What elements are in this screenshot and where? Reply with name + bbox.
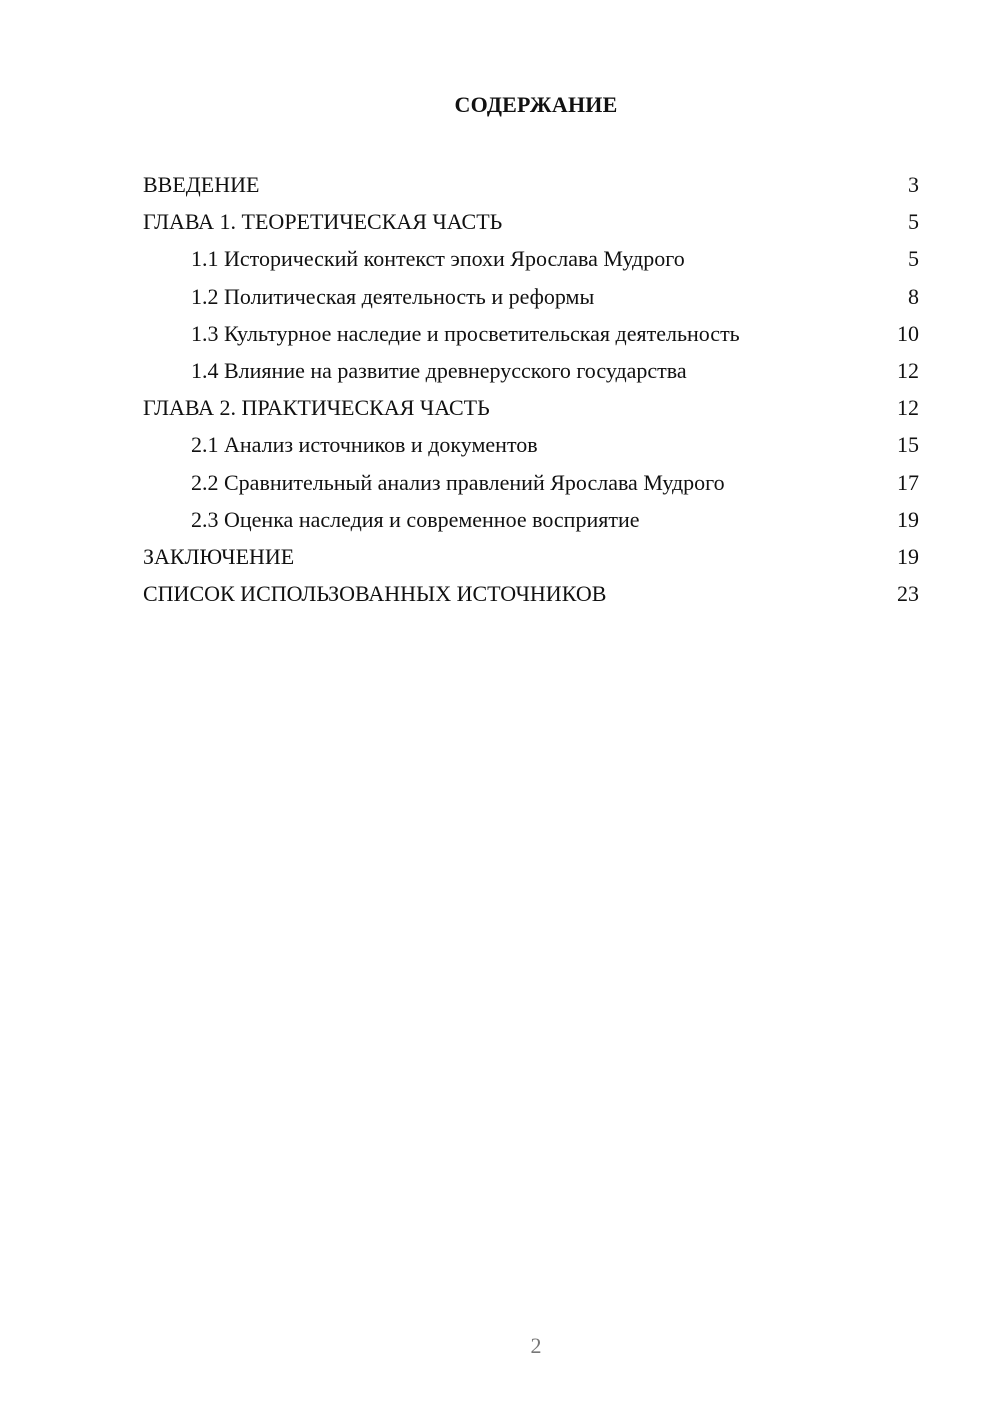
toc-entry-page: 23 bbox=[897, 581, 919, 607]
toc-entry[interactable] bbox=[143, 352, 919, 389]
table-of-contents bbox=[143, 166, 919, 612]
toc-entry-label: 1.2 Политическая деятельность и реформы bbox=[191, 283, 595, 309]
toc-entry-page: 3 bbox=[908, 172, 919, 197]
toc-entry-page: 19 bbox=[897, 506, 919, 532]
page-number: 2 bbox=[530, 1333, 542, 1358]
toc-entry-label: ГЛАВА 2. ПРАКТИЧЕСКАЯ ЧАСТЬ bbox=[143, 395, 490, 421]
toc-entry-page: 10 bbox=[897, 320, 919, 346]
toc-entry-page: 15 bbox=[897, 432, 919, 458]
toc-heading: СОДЕРЖАНИЕ bbox=[454, 92, 618, 117]
toc-entry-page: 17 bbox=[897, 469, 919, 495]
toc-entry-page: 8 bbox=[908, 283, 919, 309]
toc-entry-label: 1.4 Влияние на развитие древнерусского государства bbox=[191, 357, 687, 383]
toc-entry[interactable] bbox=[143, 240, 919, 277]
toc-entry-page: 19 bbox=[897, 543, 919, 569]
toc-entry-page: 5 bbox=[908, 246, 919, 272]
toc-entry[interactable] bbox=[143, 426, 919, 463]
toc-entry[interactable] bbox=[143, 464, 919, 501]
toc-entry-label: ВВЕДЕНИЕ bbox=[143, 172, 260, 197]
toc-entry-label: 2.2 Сравнительный анализ правлений Ярослава Мудрого bbox=[191, 469, 725, 495]
toc-entry-label: 1.1 Исторический контекст эпохи Ярослава Мудрого bbox=[191, 246, 685, 272]
toc-entry-label: ЗАКЛЮЧЕНИЕ bbox=[143, 543, 295, 569]
toc-entry[interactable] bbox=[143, 315, 919, 352]
toc-entry-label: 1.3 Культурное наследие и просветительская деятельность bbox=[191, 320, 740, 346]
toc-entry[interactable] bbox=[143, 278, 919, 315]
toc-entry[interactable] bbox=[143, 538, 919, 575]
toc-entry[interactable] bbox=[143, 166, 919, 203]
toc-entry-page: 12 bbox=[897, 395, 919, 421]
toc-entry-label: ГЛАВА 1. ТЕОРЕТИЧЕСКАЯ ЧАСТЬ bbox=[143, 209, 503, 235]
toc-entry-page: 12 bbox=[897, 357, 919, 383]
toc-entry[interactable] bbox=[143, 501, 919, 538]
toc-entry-page: 5 bbox=[908, 209, 919, 235]
toc-entry[interactable] bbox=[143, 575, 919, 612]
toc-entry-label: СПИСОК ИСПОЛЬЗОВАННЫХ ИСТОЧНИКОВ bbox=[143, 581, 607, 607]
toc-entry[interactable] bbox=[143, 389, 919, 426]
toc-entry-label: 2.3 Оценка наследия и современное восприятие bbox=[191, 506, 640, 532]
toc-entry-label: 2.1 Анализ источников и документов bbox=[191, 432, 538, 458]
toc-entry[interactable] bbox=[143, 203, 919, 240]
